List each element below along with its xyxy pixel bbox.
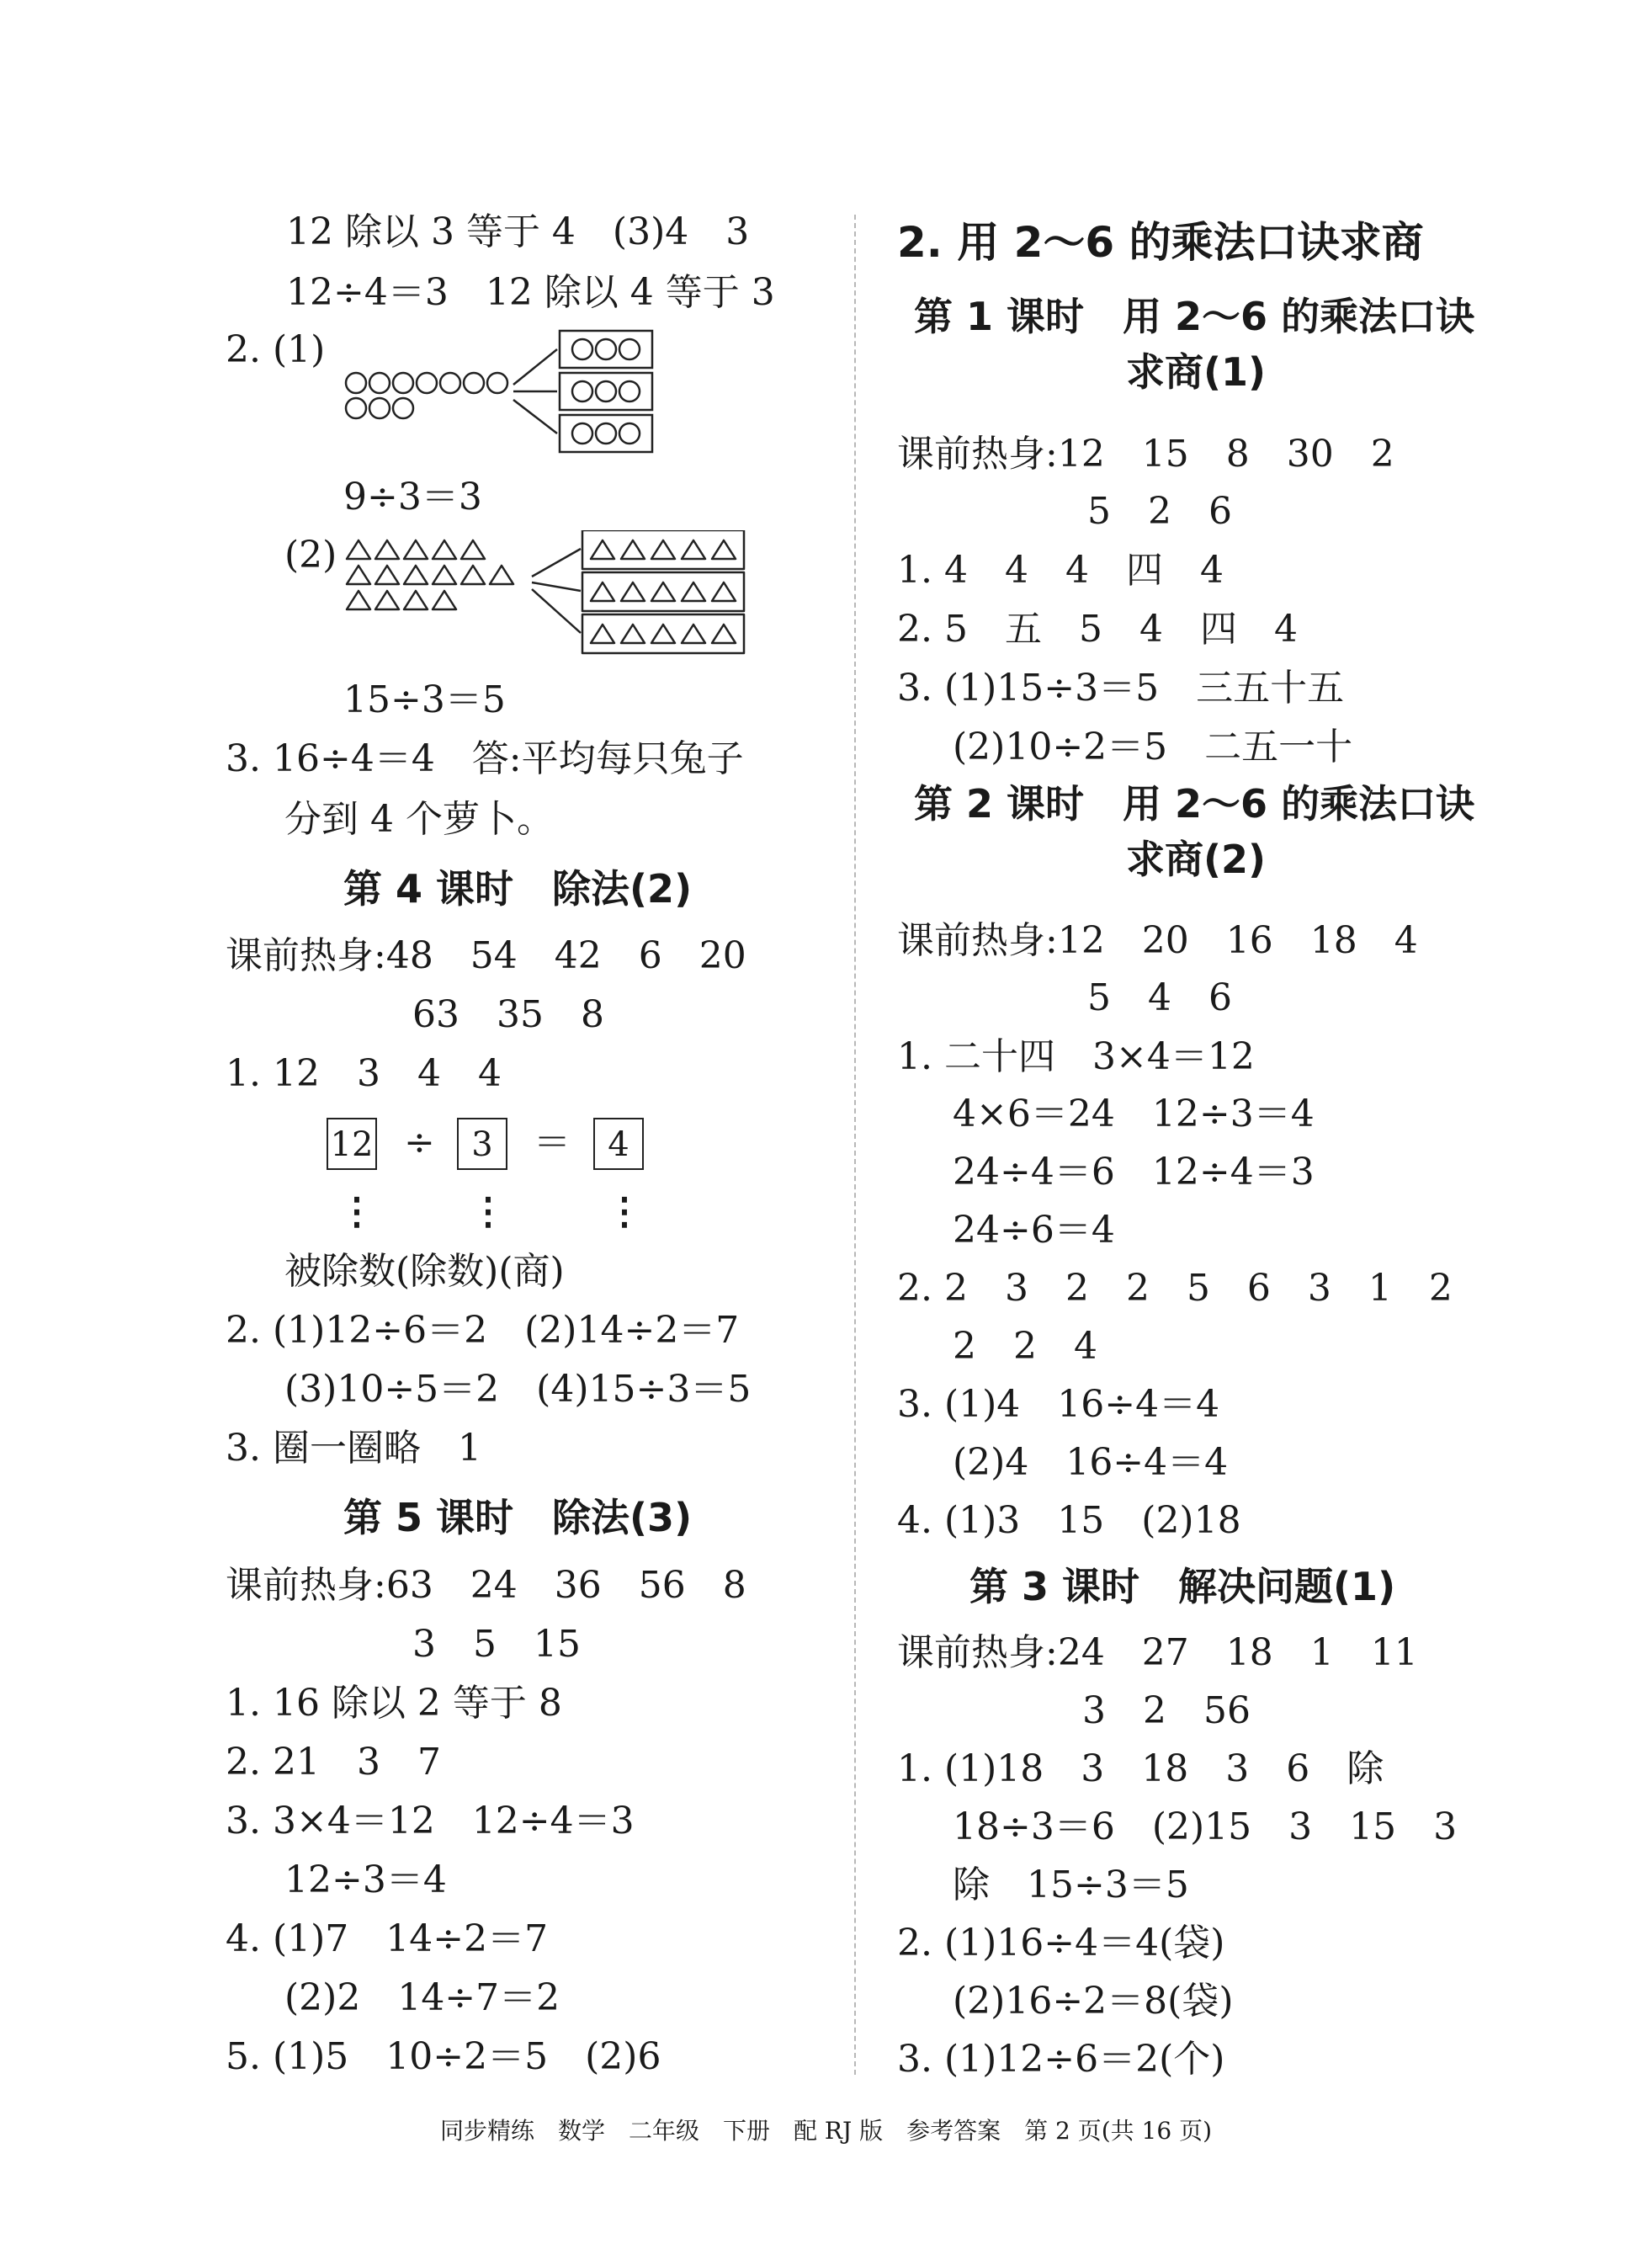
equation: 15÷3＝5 bbox=[343, 678, 506, 721]
answer-line: 1. (1)18 3 18 3 6 除 bbox=[897, 1747, 1384, 1790]
dots-marker: ⋮ bbox=[338, 1190, 375, 1233]
warmup-line: 3 5 15 bbox=[412, 1623, 581, 1666]
answer-line: 5. (1)5 10÷2＝5 (2)6 bbox=[226, 2035, 661, 2078]
column-divider bbox=[854, 215, 856, 2075]
equation: 9÷3＝3 bbox=[343, 476, 482, 518]
section-title: 2. 用 2～6 的乘法口诀求商 bbox=[897, 218, 1424, 267]
answer-line: 3. 3×4＝12 12÷4＝3 bbox=[226, 1800, 635, 1842]
answer-line: (2)2 14÷7＝2 bbox=[284, 1976, 560, 2019]
page-footer: 同步精练 数学 二年级 下册 配 RJ 版 参考答案 第 2 页(共 16 页) bbox=[439, 2117, 1212, 2145]
answer-line: 2. 5 五 5 4 四 4 bbox=[897, 608, 1298, 651]
answer-line: 2. 21 3 7 bbox=[226, 1741, 441, 1784]
answer-line: 18÷3＝6 (2)15 3 15 3 bbox=[953, 1805, 1458, 1848]
answer-line: 1. 4 4 4 四 4 bbox=[897, 549, 1224, 592]
lesson-heading: 第 5 课时 除法(3) bbox=[343, 1495, 693, 1540]
lesson-heading: 求商(1) bbox=[1126, 349, 1267, 395]
answer-line: 12 除以 3 等于 4 (3)4 3 bbox=[286, 210, 750, 253]
answer-line: 3. (1)12÷6＝2(个) bbox=[897, 2038, 1225, 2081]
circle-grouping-diagram bbox=[337, 324, 665, 463]
answer-line: 4. (1)7 14÷2＝7 bbox=[226, 1917, 549, 1960]
warmup-line: 3 2 56 bbox=[1082, 1689, 1251, 1732]
answer-line: 4. (1)3 15 (2)18 bbox=[897, 1499, 1241, 1542]
dividend-box: 12 bbox=[327, 1118, 377, 1170]
answer-line: 分到 4 个萝卜。 bbox=[284, 798, 554, 841]
question-label: (2) bbox=[284, 534, 337, 577]
divide-sign: ÷ bbox=[404, 1121, 435, 1164]
quotient-box: 4 bbox=[593, 1118, 644, 1170]
answer-line: 1. 12 3 4 4 bbox=[226, 1052, 502, 1095]
answer-line: 12÷4＝3 12 除以 4 等于 3 bbox=[286, 271, 775, 314]
lesson-heading: 第 4 课时 除法(2) bbox=[343, 866, 693, 912]
answer-line: 3. (1)4 16÷4＝4 bbox=[897, 1383, 1220, 1426]
answer-line: 1. 16 除以 2 等于 8 bbox=[226, 1682, 562, 1725]
question-label: 2. (1) bbox=[226, 328, 326, 371]
dots-marker: ⋮ bbox=[470, 1190, 507, 1233]
answer-line: 2. (1)16÷4＝4(袋) bbox=[897, 1922, 1225, 1965]
answer-line: 3. (1)15÷3＝5 三五十五 bbox=[897, 667, 1345, 710]
division-terms-labels: 被除数(除数)(商) bbox=[284, 1250, 565, 1293]
answer-line: 3. 16÷4＝4 答:平均每只兔子 bbox=[226, 737, 744, 780]
warmup-line: 5 2 6 bbox=[1087, 490, 1232, 533]
lesson-heading: 第 3 课时 解决问题(1) bbox=[969, 1564, 1396, 1609]
warmup-line: 课前热身:24 27 18 1 11 bbox=[897, 1631, 1418, 1674]
answer-line: 12÷3＝4 bbox=[284, 1858, 447, 1901]
equals-sign: ＝ bbox=[534, 1121, 571, 1164]
answer-line: 除 15÷3＝5 bbox=[953, 1864, 1189, 1906]
warmup-line: 课前热身:12 20 16 18 4 bbox=[897, 919, 1418, 962]
answer-line: 24÷4＝6 12÷4＝3 bbox=[953, 1151, 1315, 1194]
dots-marker: ⋮ bbox=[606, 1190, 643, 1233]
warmup-line: 课前热身:48 54 42 6 20 bbox=[226, 934, 746, 977]
answer-line: 4×6＝24 12÷3＝4 bbox=[953, 1093, 1315, 1135]
answer-line: 2 2 4 bbox=[953, 1325, 1097, 1368]
answer-line: 2. 2 3 2 2 5 6 3 1 2 bbox=[897, 1267, 1453, 1310]
answer-line: 1. 二十四 3×4＝12 bbox=[897, 1035, 1255, 1078]
warmup-line: 课前热身:12 15 8 30 2 bbox=[897, 433, 1394, 476]
warmup-line: 课前热身:63 24 36 56 8 bbox=[226, 1564, 746, 1607]
answer-line: (3)10÷5＝2 (4)15÷3＝5 bbox=[284, 1368, 752, 1411]
answer-line: (2)16÷2＝8(袋) bbox=[953, 1980, 1234, 2023]
answer-line: 24÷6＝4 bbox=[953, 1209, 1115, 1252]
warmup-line: 5 4 6 bbox=[1087, 976, 1232, 1019]
divisor-box: 3 bbox=[457, 1118, 507, 1170]
answer-line: 3. 圈一圈略 1 bbox=[226, 1427, 481, 1470]
triangle-grouping-diagram bbox=[337, 530, 757, 665]
lesson-heading: 第 2 课时 用 2～6 的乘法口诀 bbox=[914, 781, 1475, 827]
answer-line: (2)10÷2＝5 二五一十 bbox=[953, 726, 1353, 768]
answer-line: (2)4 16÷4＝4 bbox=[953, 1441, 1229, 1484]
lesson-heading: 求商(2) bbox=[1126, 837, 1267, 882]
warmup-line: 63 35 8 bbox=[412, 993, 604, 1036]
answer-line: 2. (1)12÷6＝2 (2)14÷2＝7 bbox=[226, 1309, 740, 1352]
lesson-heading: 第 1 课时 用 2～6 的乘法口诀 bbox=[914, 294, 1475, 339]
